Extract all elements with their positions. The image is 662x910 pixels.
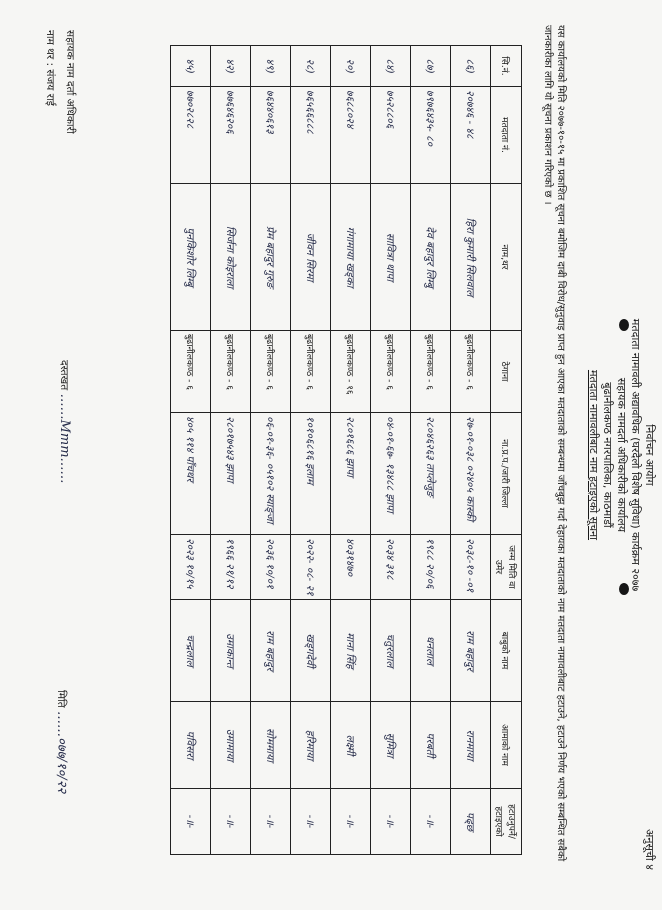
cell-remark: -॥- — [251, 789, 291, 855]
cell-voter-no: ७६४४०६१३ — [251, 87, 291, 184]
cell-voter-no: ७६५६६८८८ — [291, 87, 331, 184]
cell-dob: ४०३१४७० — [331, 535, 371, 600]
cell-mother: हरिमाया — [291, 702, 331, 789]
cell-dob: २०३६ १०/०१ — [251, 535, 291, 600]
col-mother: आमाको नाम — [491, 702, 522, 789]
cell-mother: रानमाया — [451, 702, 491, 789]
cell-address: बुढानीलकण्ठ - ६ — [251, 331, 291, 413]
cell-mother: उमामाया — [211, 702, 251, 789]
officer-title: सहायक नाम दर्ता अधिकारी — [64, 30, 76, 134]
sign-label: दस्तखत — [58, 360, 70, 391]
cell-citizenship: ४०५ ११४ पाँचथर — [171, 413, 211, 535]
cell-voter-no: ७७६४६२०६ — [211, 87, 251, 184]
cell-address: बुढानीलकण्ठ - ६ — [411, 331, 451, 413]
cell-dob: २०३४ ३१८ — [371, 535, 411, 600]
cell-mother: लक्ष्मी — [331, 702, 371, 789]
col-remark: हटाउनुपर्ने/हटाइएको — [491, 789, 522, 855]
col-sn: सि.नं. — [491, 46, 522, 87]
col-citizenship: ना.प्र.प./जारी जिल्ला — [491, 413, 522, 535]
signature-line — [57, 360, 72, 484]
office-location: बुढानीलकण्ठ नगरपालिका, काठमाडौं — [601, 382, 614, 528]
cell-dob: १९८८ २०/०६ — [411, 535, 451, 600]
cell-address: बुढानीलकण्ठ - ६ — [291, 331, 331, 413]
cell-citizenship: १०१०६८१६ इलाम — [291, 413, 331, 535]
cell-citizenship: २७-०१-०३८ ०२४०५ कास्की — [451, 413, 491, 535]
cell-voter-no: ७९७६४३५- ८० — [411, 87, 451, 184]
table-header-row — [491, 46, 522, 855]
cell-name: जीवन सिरमा — [291, 184, 331, 331]
cell-remark: -॥- — [211, 789, 251, 855]
table-row — [171, 46, 211, 855]
cell-father: उमाकान्त — [211, 600, 251, 702]
cell-father: धनलाल — [411, 600, 451, 702]
cell-remark: -॥- — [291, 789, 331, 855]
cell-father: चन्द्रलाल — [171, 600, 211, 702]
annex-label: अनुसूची ४ — [643, 829, 656, 870]
col-voter-no: मतदाता नं. — [491, 87, 522, 184]
cell-mother: पविसरा — [171, 702, 211, 789]
cell-mother: परबती — [411, 702, 451, 789]
cell-citizenship: ०६-०१-३६- ०५१०२ स्याङ्जा — [251, 413, 291, 535]
intro-paragraph: यस कार्यालयको मिति २०७७-१०-१५ मा प्रकाशित सूचना बमोजिम दाबी विरोध/सुनुवाइ प्राप्त हुन आएका मतदाताको सम्बन्धमा जाँचबुझ गर्दा देहायका मतदाताको नाम मतदाता नामावलीबाट हटाउने, हटाउने निर्णय भएको सम्बन्धित सबैको जानकारीका लागि यो सूचना प्रकाशन गरिएको छ । — [542, 25, 566, 862]
cell-citizenship: २८०१६८६ झापा — [331, 413, 371, 535]
table-row — [411, 46, 451, 855]
signature-block — [43, 30, 77, 134]
cell-address: बुढानीलकण्ठ - ६ — [171, 331, 211, 413]
cell-sn: २८) — [291, 46, 331, 87]
table-row — [451, 46, 491, 855]
removed-voters-table — [170, 45, 522, 855]
col-name: नाम,थर — [491, 184, 522, 331]
cell-address: बुढानीलकण्ठ - ६ — [371, 331, 411, 413]
table-row — [371, 46, 411, 855]
cell-dob: २०३८-१० -०१ — [451, 535, 491, 600]
cell-father: राम बहादुर — [451, 600, 491, 702]
col-father: बाबुको नाम — [491, 600, 522, 702]
cell-mother: सोममाया — [251, 702, 291, 789]
cell-citizenship: २८०४६२६३ ताप्लेजुङ — [411, 413, 451, 535]
office-title: सहायक नामदर्ता अधिकारीको कार्यालय — [615, 377, 628, 533]
date-value: ……०७७/१०/२२ — [54, 711, 69, 794]
cell-father: राम बहादुर — [251, 600, 291, 702]
cell-dob: २०२२- ०८- २१ — [291, 535, 331, 600]
cell-dob: १९६६ २१/१२ — [211, 535, 251, 600]
cell-dob: २०२३ १०/१५ — [171, 535, 211, 600]
table-row — [211, 46, 251, 855]
program-title: मतदाता नामावली अद्यावधिक (घरदैलो विशेष सुविधा) कार्यक्रम २०७७ — [629, 318, 642, 592]
cell-sn: ८६) — [451, 46, 491, 87]
cell-father: माना सिंह — [331, 600, 371, 702]
cell-address: बुढानीलकण्ठ - ६ — [451, 331, 491, 413]
cell-sn: ८७) — [411, 46, 451, 87]
cell-citizenship: २८०१७५४३ झापा — [211, 413, 251, 535]
cell-name: पुनकिशोर लिम्बु — [171, 184, 211, 331]
cell-voter-no: २०७४६ - ४८ — [451, 87, 491, 184]
cell-voter-no: ७६८८०२४ — [331, 87, 371, 184]
cell-name: गंगामाया खड्का — [331, 184, 371, 331]
cell-voter-no: ७५२८८०६ — [371, 87, 411, 184]
cell-remark: -॥- — [331, 789, 371, 855]
cell-sn: २०) — [331, 46, 371, 87]
cell-name: प्रेम बहादुर गुरुङ — [251, 184, 291, 331]
table-row — [291, 46, 331, 855]
handwritten-signature: ……Mmm…… — [57, 393, 72, 484]
date-line — [54, 690, 72, 793]
cell-address: बुढानीलकण्ठ - ६ — [211, 331, 251, 413]
cell-address: बुढानीलकण्ठ - १६ — [331, 331, 371, 413]
cell-father: खड्गदेवी — [291, 600, 331, 702]
col-address: ठेगाना — [491, 331, 522, 413]
cell-mother: सुमित्रा — [371, 702, 411, 789]
table-row — [331, 46, 371, 855]
officer-name: नाम थर : संजय राई — [44, 30, 56, 106]
cell-remark: -॥- — [371, 789, 411, 855]
commission-title: निर्वाचन आयोग — [643, 424, 656, 486]
col-dob: जन्म मिति वा उमेर — [491, 535, 522, 600]
cell-remark: -॥- — [411, 789, 451, 855]
cell-remark: -॥- — [171, 789, 211, 855]
cell-name: सिर्जना कोइराला — [211, 184, 251, 331]
cell-sn: ८४) — [371, 46, 411, 87]
cell-name: देव बहादुर लिम्बु — [411, 184, 451, 331]
cell-sn: ४२) — [211, 46, 251, 87]
table-row — [251, 46, 291, 855]
date-label: मिति — [55, 690, 67, 708]
cell-voter-no: ७७०२८२८ — [171, 87, 211, 184]
cell-sn: ४९) — [251, 46, 291, 87]
cell-name: हिरा कुमारी सिलवाल — [451, 184, 491, 331]
notice-title: मतदाता नामावलीबाट नाम हटाइएको सूचना — [587, 369, 600, 541]
cell-father: चतुरलाल — [371, 600, 411, 702]
cell-citizenship: ०४-०१-६७- १३४८८ झापा — [371, 413, 411, 535]
cell-name: सावित्रा थापा — [371, 184, 411, 331]
cell-sn: ४५) — [171, 46, 211, 87]
cell-remark: पढ्‌छ — [451, 789, 491, 855]
